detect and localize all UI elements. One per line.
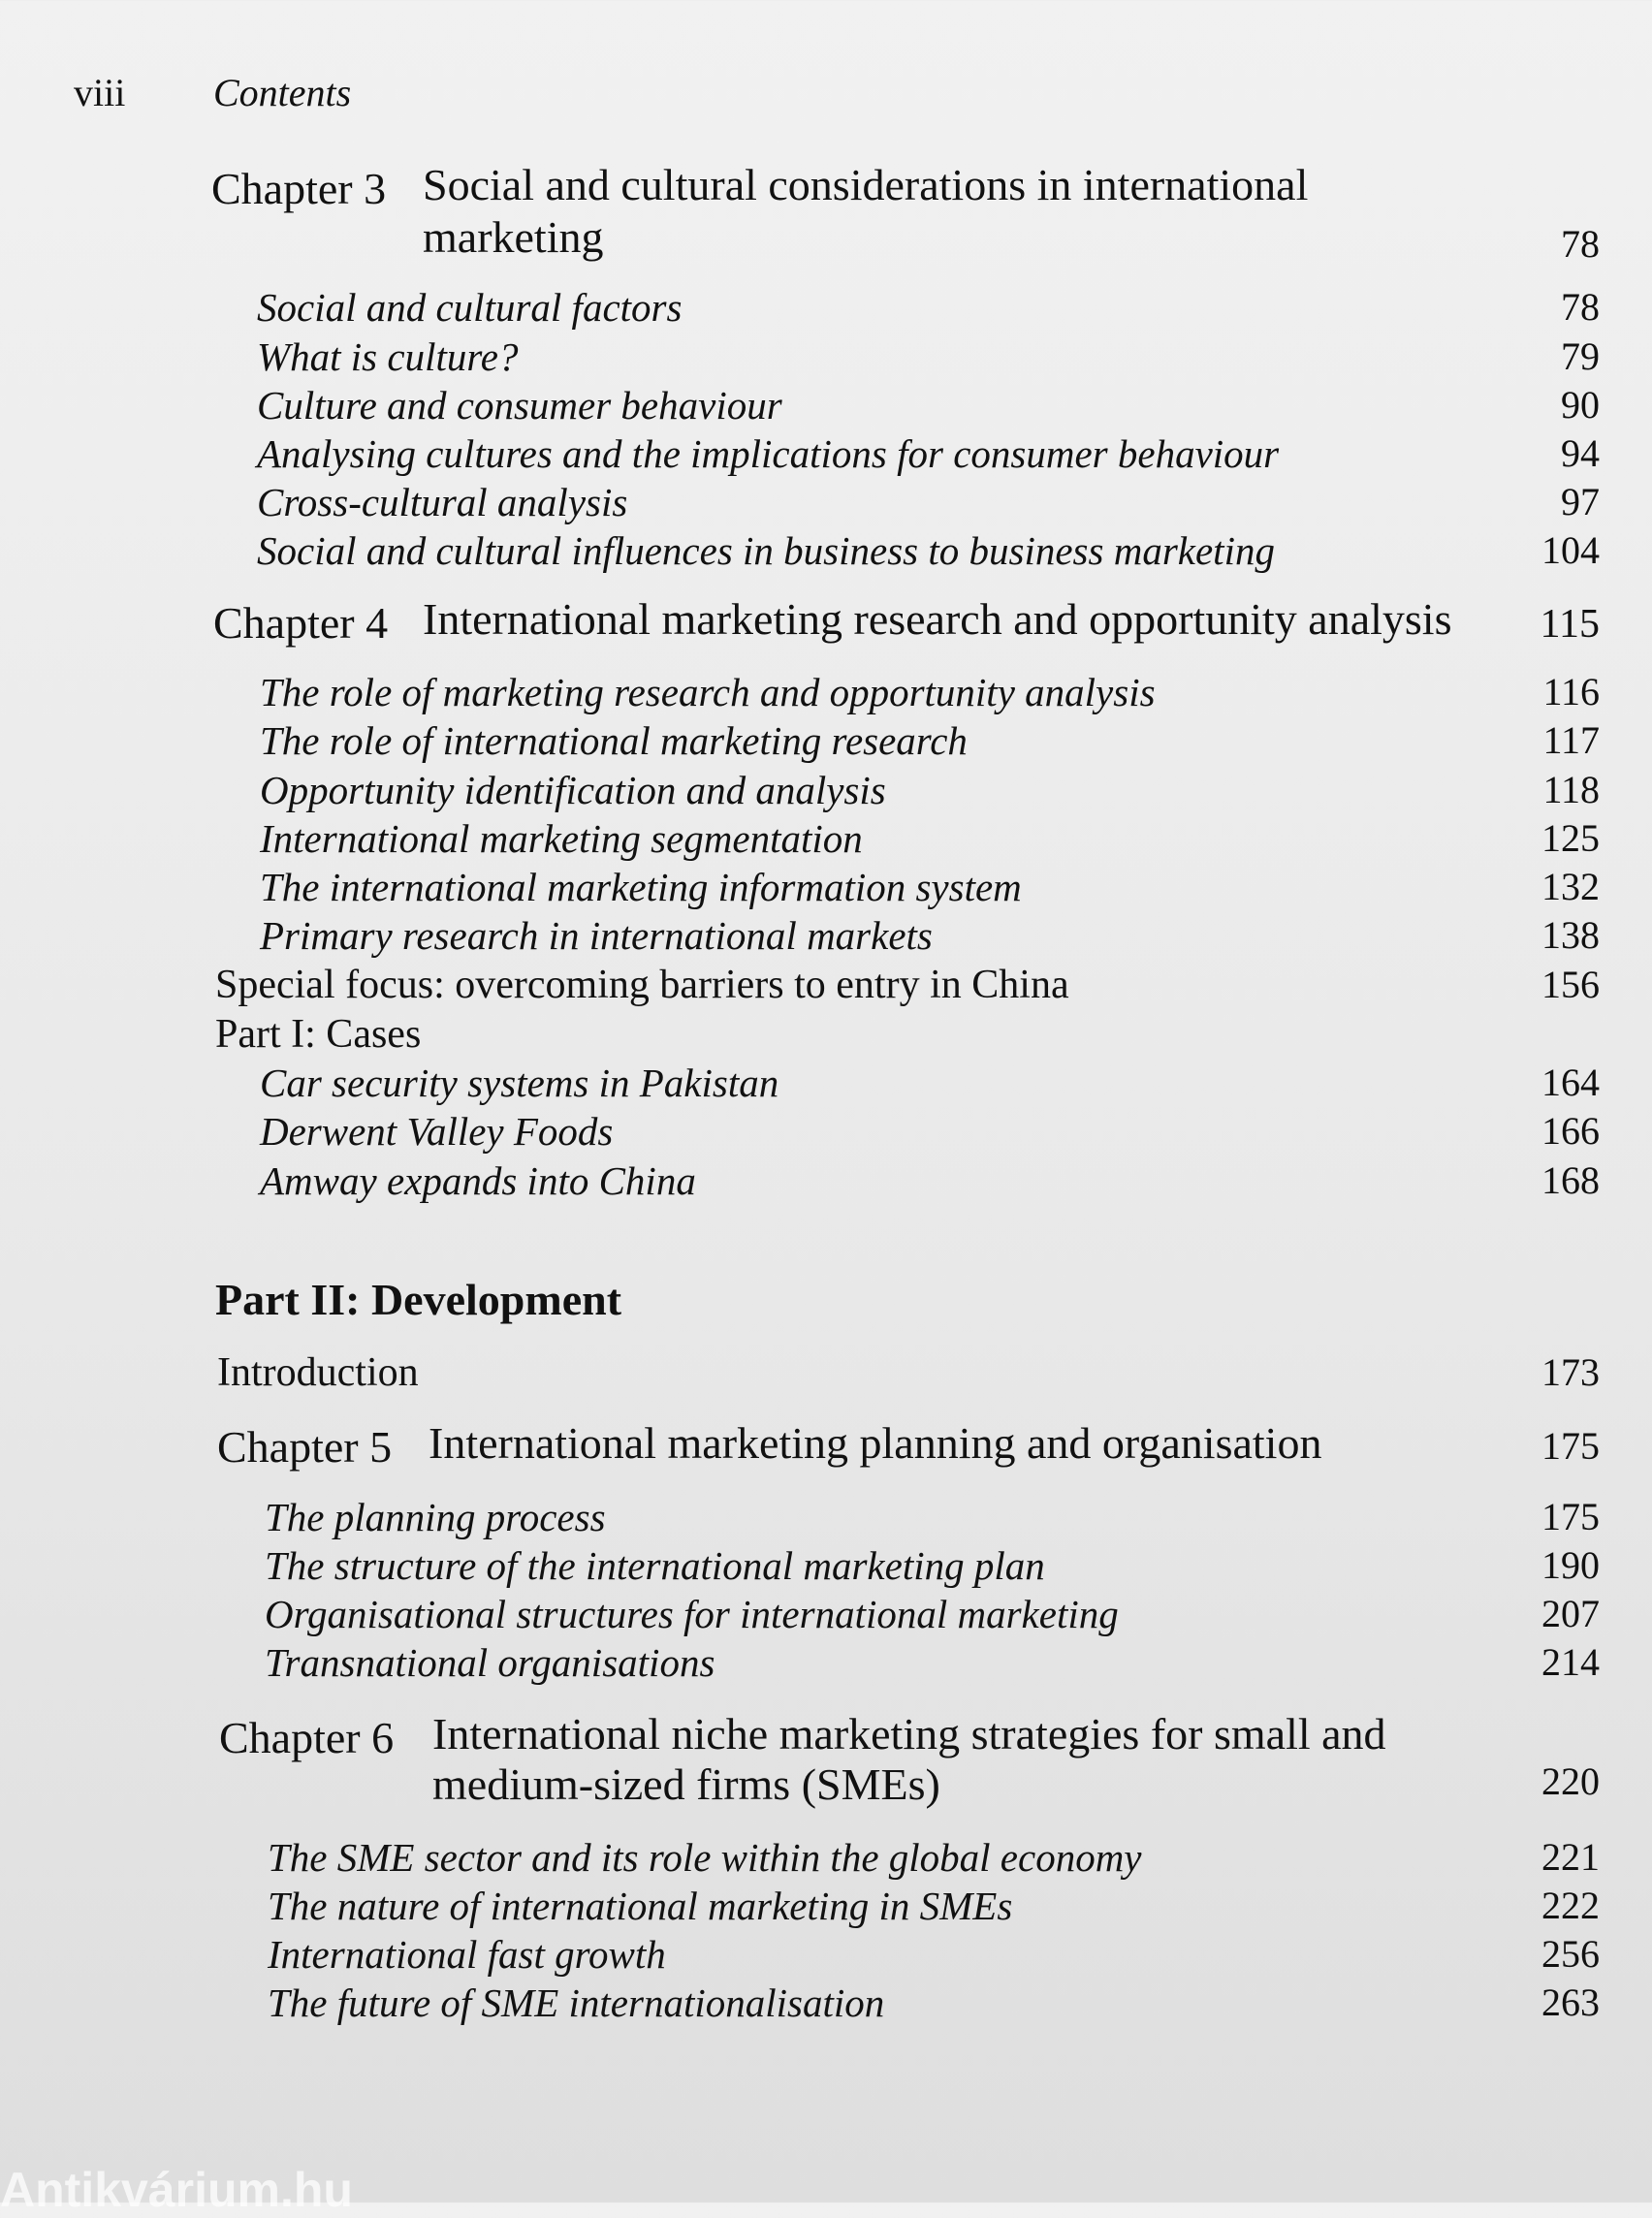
chapter-title-line1: International niche marketing strategies for small and — [432, 1709, 1386, 1759]
chapter-page: 175 — [1541, 1424, 1600, 1468]
entry-title: Car security systems in Pakistan — [260, 1061, 779, 1105]
entry-title: Social and cultural influences in business to business marketing — [257, 528, 1275, 573]
toc-entry[interactable] — [0, 479, 1652, 529]
entry-page: 104 — [1541, 528, 1600, 572]
toc-entry[interactable] — [0, 430, 1652, 481]
entry-title: The planning process — [265, 1495, 606, 1539]
entry-title: The role of international marketing research — [260, 718, 968, 763]
entry-page: 263 — [1541, 1980, 1600, 2024]
entry-page: 138 — [1541, 913, 1600, 957]
toc-entry[interactable] — [0, 1980, 1652, 2030]
entry-title: Opportunity identification and analysis — [260, 768, 886, 812]
toc-entry[interactable] — [0, 382, 1652, 432]
entry-page: 117 — [1542, 718, 1600, 762]
toc-entry[interactable] — [0, 1931, 1652, 1981]
toc-entry[interactable] — [0, 1834, 1652, 1885]
toc-entry[interactable] — [0, 333, 1652, 384]
chapter-title-line2: medium-sized firms (SMEs) — [432, 1759, 940, 1809]
special-focus-title: Special focus: overcoming barriers to entry in China — [215, 963, 1069, 1007]
entry-page: 94 — [1561, 431, 1600, 475]
introduction-title: Introduction — [217, 1350, 419, 1395]
entry-title: The nature of international marketing in SMEs — [268, 1884, 1013, 1928]
entry-page: 118 — [1542, 768, 1600, 811]
chapter-page: 78 — [1561, 222, 1600, 266]
special-focus-page: 156 — [1541, 963, 1600, 1006]
chapter-title-line2: marketing — [423, 212, 604, 262]
toc-entry[interactable] — [0, 815, 1652, 866]
watermark: Antikvárium.hu — [0, 2163, 353, 2217]
entry-title: Primary research in international markets — [260, 913, 933, 958]
chapter-4-heading — [0, 594, 1652, 653]
entry-page: 116 — [1542, 670, 1600, 713]
chapter-page: 220 — [1541, 1759, 1600, 1803]
entry-page: 207 — [1541, 1592, 1600, 1635]
toc-entry[interactable] — [0, 864, 1652, 914]
chapter-title: International marketing planning and organisation — [429, 1418, 1322, 1468]
part-1-cases-title: Part I: Cases — [215, 1012, 422, 1057]
entry-page: 79 — [1561, 334, 1600, 378]
introduction-page: 173 — [1541, 1350, 1600, 1394]
entry-title: International marketing segmentation — [260, 816, 863, 861]
part-2-heading — [0, 1274, 1652, 1332]
toc-entry[interactable] — [0, 717, 1652, 768]
entry-title: Derwent Valley Foods — [260, 1109, 614, 1154]
toc-entry[interactable] — [0, 284, 1652, 334]
entry-page: 132 — [1541, 865, 1600, 908]
entry-title: The international marketing information system — [260, 865, 1022, 909]
entry-title: Analysing cultures and the implications for consumer behaviour — [257, 431, 1280, 476]
toc-entry[interactable] — [0, 1494, 1652, 1544]
entry-page: 125 — [1541, 816, 1600, 860]
toc-entry[interactable] — [0, 1591, 1652, 1641]
chapter-5-heading — [0, 1418, 1652, 1477]
toc-entry[interactable] — [0, 767, 1652, 817]
entry-title: Organisational structures for international marketing — [265, 1592, 1119, 1636]
toc-entry[interactable] — [0, 669, 1652, 719]
introduction-entry[interactable] — [0, 1349, 1652, 1400]
toc-entry[interactable] — [0, 1542, 1652, 1593]
entry-title: The SME sector and its role within the global economy — [268, 1835, 1142, 1880]
toc-entry[interactable] — [0, 527, 1652, 578]
entry-page: 166 — [1541, 1109, 1600, 1153]
entry-title: The role of marketing research and opportunity analysis — [260, 670, 1156, 714]
chapter-label: Chapter 3 — [211, 164, 387, 213]
entry-title: International fast growth — [268, 1932, 666, 1977]
entry-title: What is culture? — [257, 334, 519, 379]
page-number-roman: viii — [74, 71, 126, 114]
entry-page: 175 — [1541, 1495, 1600, 1538]
chapter-label: Chapter 5 — [217, 1422, 393, 1472]
toc-entry[interactable] — [0, 1060, 1652, 1110]
chapter-title-line1: Social and cultural considerations in international — [423, 160, 1309, 209]
entry-page: 164 — [1541, 1061, 1600, 1104]
entry-title: The structure of the international marketing plan — [265, 1543, 1045, 1588]
entry-title: Transnational organisations — [265, 1640, 715, 1685]
entry-title: Amway expands into China — [260, 1158, 696, 1203]
part-2-title: Part II: Development — [215, 1275, 622, 1324]
entry-page: 256 — [1541, 1932, 1600, 1976]
chapter-title: International marketing research and opportunity analysis — [423, 594, 1452, 644]
entry-page: 214 — [1541, 1640, 1600, 1684]
entry-title: Social and cultural factors — [257, 285, 683, 330]
entry-page: 168 — [1541, 1158, 1600, 1202]
special-focus-entry[interactable] — [0, 962, 1652, 1012]
toc-entry[interactable] — [0, 1108, 1652, 1158]
part-1-cases-heading — [0, 1011, 1652, 1061]
toc-entry[interactable] — [0, 1157, 1652, 1208]
entry-title: Cross-cultural analysis — [257, 480, 628, 524]
entry-page: 97 — [1561, 480, 1600, 523]
entry-page: 78 — [1561, 285, 1600, 329]
chapter-label: Chapter 6 — [219, 1713, 395, 1762]
chapter-page: 115 — [1540, 602, 1600, 647]
entry-page: 190 — [1541, 1543, 1600, 1587]
entry-title: Culture and consumer behaviour — [257, 383, 782, 428]
chapter-label: Chapter 4 — [213, 598, 389, 648]
entry-page: 90 — [1561, 383, 1600, 427]
running-head-title: Contents — [213, 71, 352, 114]
entry-page: 222 — [1541, 1884, 1600, 1927]
toc-entry[interactable] — [0, 912, 1652, 963]
toc-entry[interactable] — [0, 1639, 1652, 1690]
entry-page: 221 — [1541, 1835, 1600, 1879]
entry-title: The future of SME internationalisation — [268, 1980, 885, 2025]
toc-entry[interactable] — [0, 1883, 1652, 1933]
